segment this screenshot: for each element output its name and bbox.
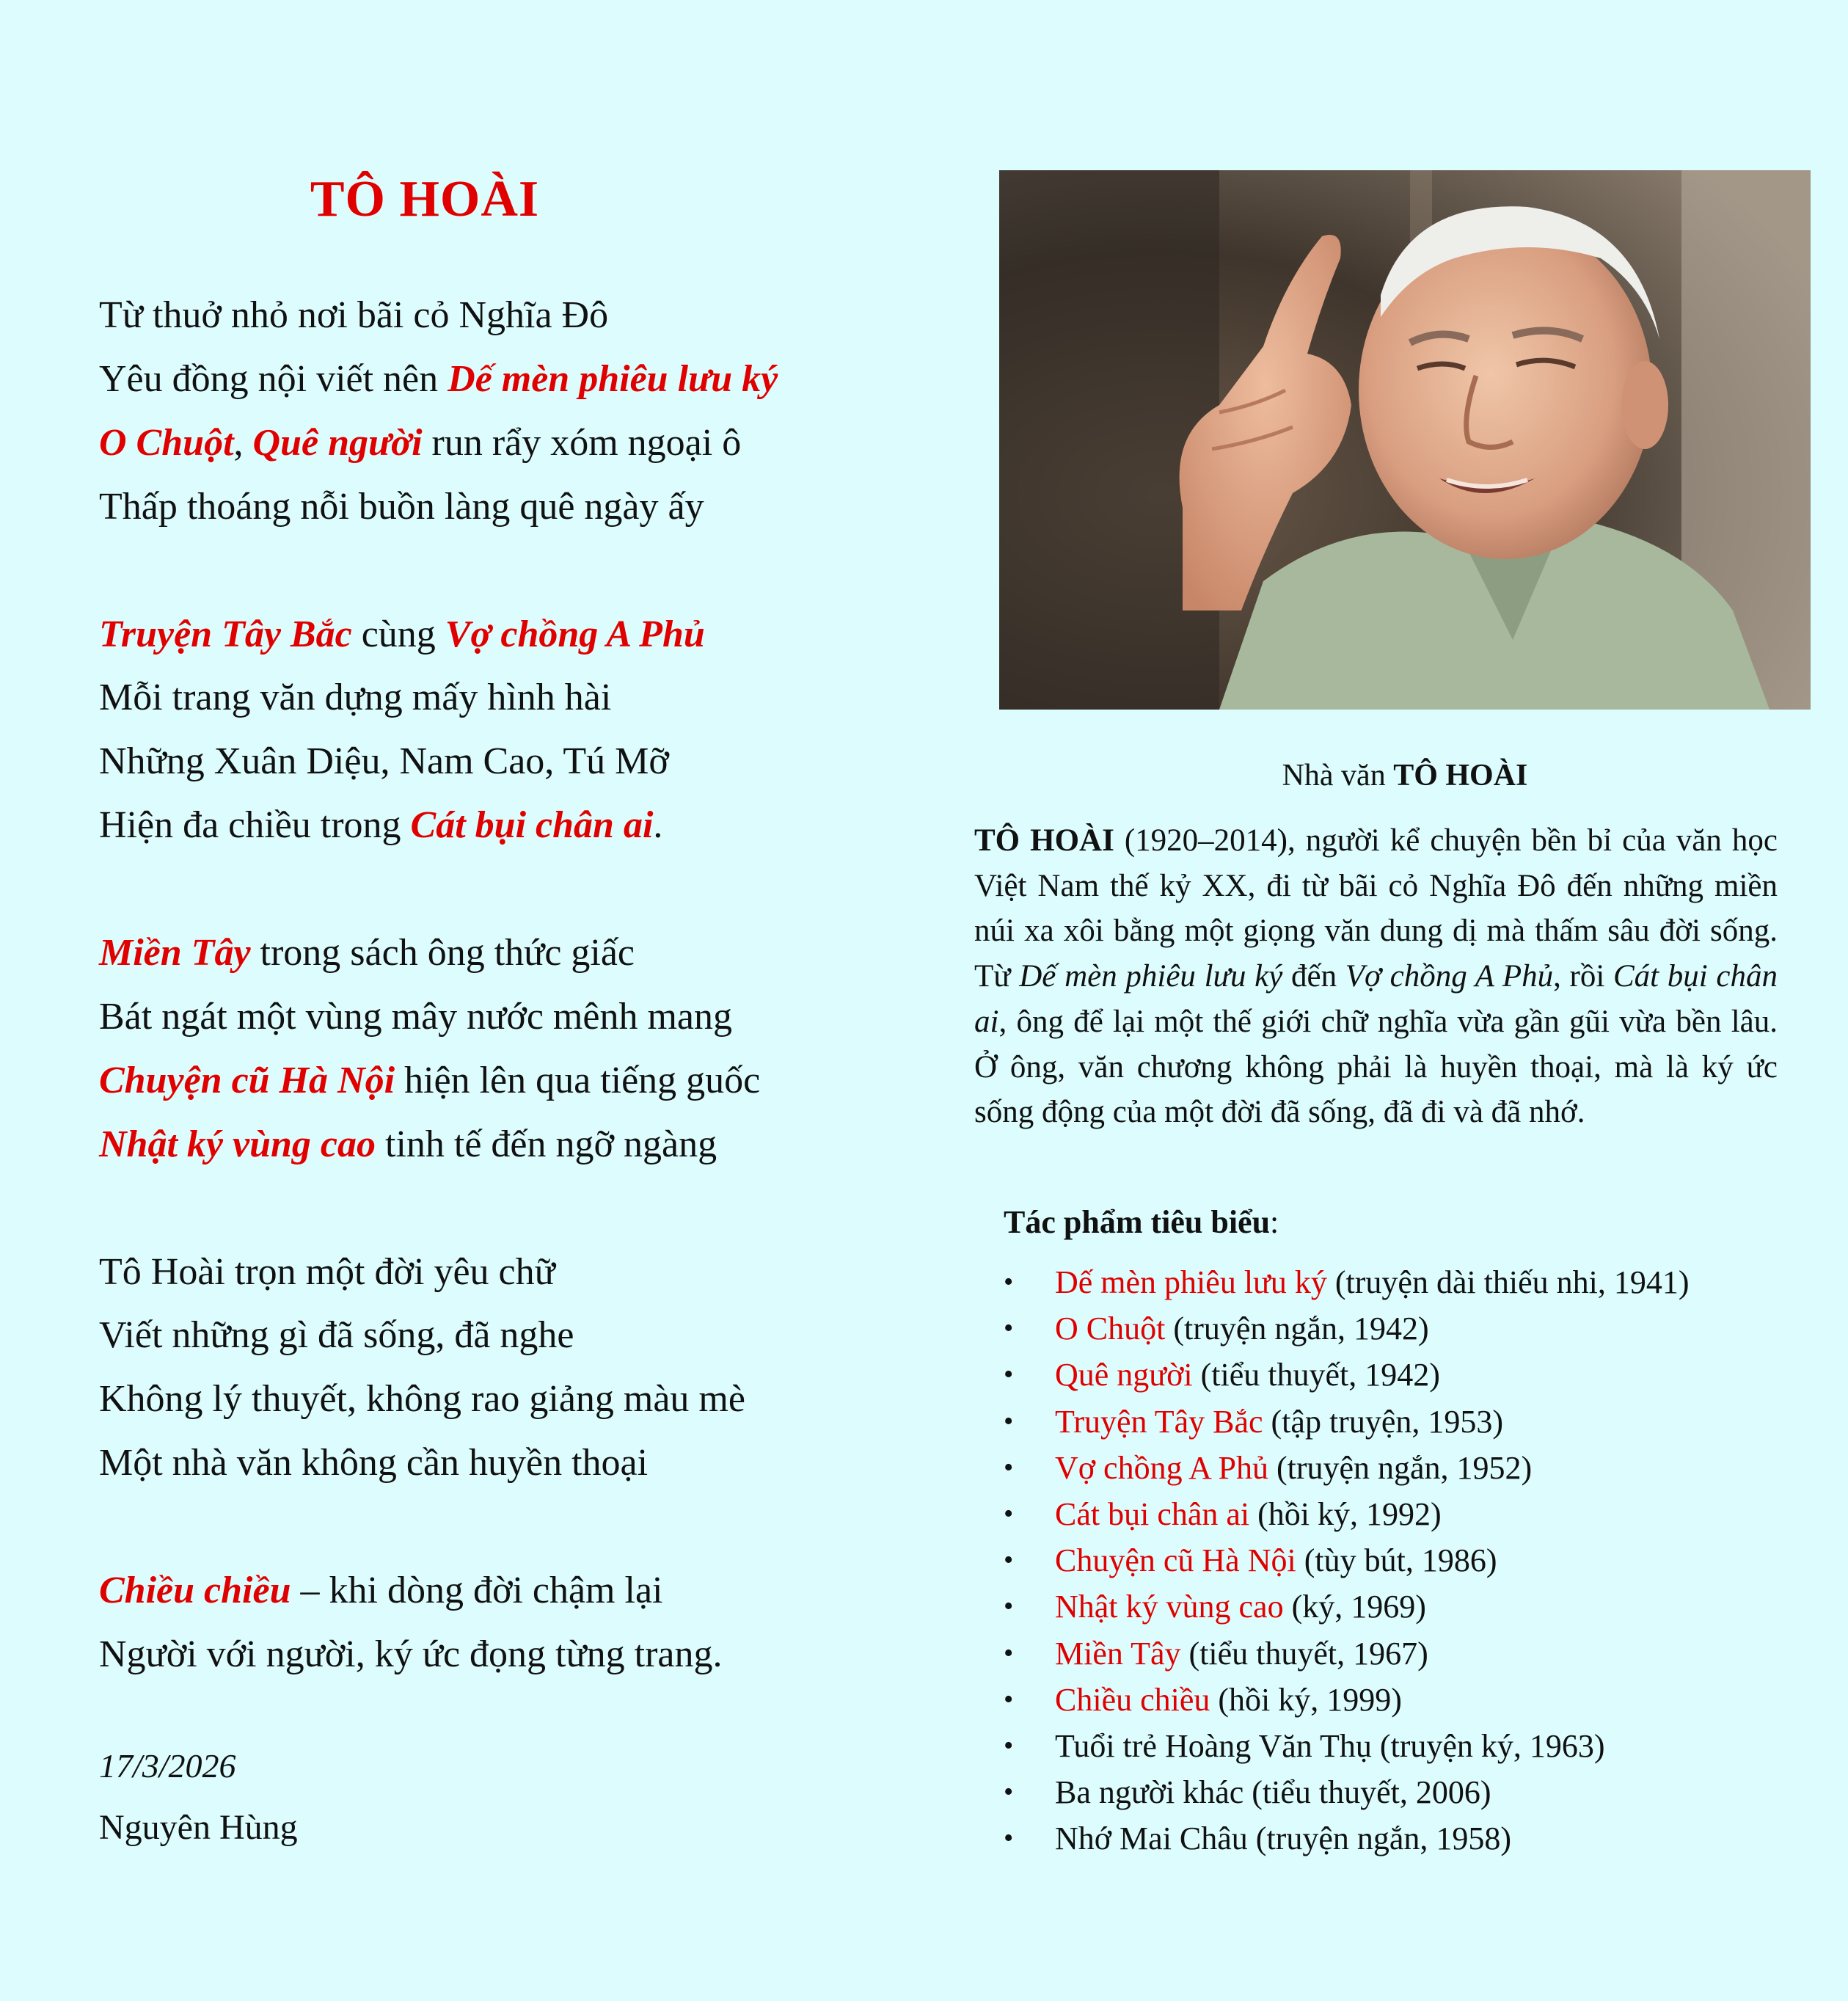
portrait-caption — [999, 758, 1811, 793]
poem-text: trong sách ông thức giấc — [250, 932, 635, 974]
poem-text: Mỗi trang văn dựng mấy hình hài — [99, 677, 612, 719]
bullet-icon: • — [1004, 1405, 1014, 1437]
bullet-icon: • — [1004, 1637, 1014, 1669]
works-heading — [1004, 1203, 1279, 1241]
work-title-highlight: Dế mèn phiêu lưu ký — [448, 357, 778, 400]
work-title-highlight: Miền Tây — [99, 932, 251, 974]
work-title-highlight: Vợ chồng A Phủ — [445, 613, 705, 655]
poem-line — [99, 1569, 662, 1613]
poem-line — [99, 1250, 555, 1294]
bio-text: (1920–2014), người kể chuyện bền bỉ của văn học Việt Nam thế kỷ XX, đi từ bãi cỏ Nghĩa Đô đến những miền núi xa xôi bằng một giọng văn dung dị mà thấm sâu đời sống. Từ — [974, 823, 1778, 994]
poem-text: Yêu đồng nội viết nên — [99, 357, 448, 400]
works-list-item — [1004, 1537, 1690, 1583]
works-list-item — [1004, 1305, 1690, 1352]
work-detail: (truyện dài thiếu nhi, 1941) — [1326, 1264, 1690, 1300]
poem-line — [99, 485, 704, 529]
work-title: Miền Tây — [1055, 1635, 1181, 1672]
work-title: Chuyện cũ Hà Nội — [1055, 1542, 1296, 1579]
caption-name: TÔ HOÀI — [1393, 759, 1528, 792]
poem-text: Bát ngát một vùng mây nước mênh mang — [99, 995, 732, 1038]
work-title-highlight: Chuyện cũ Hà Nội — [99, 1059, 395, 1101]
work-title: Nhật ký vùng cao — [1055, 1589, 1284, 1625]
poem-line — [99, 294, 608, 338]
poem-text: Một nhà văn không cần huyền thoại — [99, 1442, 649, 1484]
poem-line — [99, 1123, 717, 1167]
work-detail: (truyện ngắn, 1952) — [1268, 1449, 1533, 1486]
work-detail: (ký, 1969) — [1283, 1589, 1426, 1625]
poem-line — [99, 1059, 760, 1103]
bio-text: , ông để lại một thế giới chữ nghĩa vừa gần gũi vừa bền lâu. Ở ông, văn chương không phải là huyền thoại, mà là ký ức sống động của một đời đã sống, đã đi và đã nhớ. — [974, 1004, 1778, 1130]
poem-text: Từ thuở nhỏ nơi bãi cỏ Nghĩa Đô — [99, 294, 609, 336]
works-heading-colon: : — [1270, 1204, 1279, 1240]
work-title: Ba người khác — [1055, 1774, 1244, 1811]
poem-line — [99, 995, 732, 1039]
works-list-item — [1004, 1769, 1690, 1815]
bio-work-title: Cát bụi chân ai — [974, 959, 1778, 1039]
bio-work-title: Vợ chồng A Phủ — [1345, 959, 1554, 994]
work-detail: (tùy bút, 1986) — [1296, 1542, 1497, 1579]
poem-date: 17/3/2026 — [99, 1747, 236, 1785]
poem-line — [99, 740, 669, 784]
work-title: Vợ chồng A Phủ — [1055, 1449, 1268, 1486]
work-title: Chiều chiều — [1055, 1681, 1210, 1718]
poem-line — [99, 676, 611, 720]
bullet-icon: • — [1004, 1313, 1014, 1344]
poem-text: Thấp thoáng nỗi buồn làng quê ngày ấy — [99, 485, 704, 528]
work-detail: (truyện ngắn, 1958) — [1247, 1820, 1512, 1857]
work-title: Tuổi trẻ Hoàng Văn Thụ — [1055, 1727, 1372, 1764]
bio-work-title: Dế mèn phiêu lưu ký — [1019, 959, 1283, 994]
poem-text: Người với người, ký ức đọng từng trang. — [99, 1633, 723, 1675]
works-list-item — [1004, 1677, 1690, 1723]
bullet-icon: • — [1004, 1498, 1014, 1529]
poem-text: Những Xuân Diệu, Nam Cao, Tú Mỡ — [99, 740, 669, 783]
work-title-highlight: O Chuột — [99, 421, 234, 464]
poem-line — [99, 1377, 745, 1421]
poem-text: Tô Hoài trọn một đời yêu chữ — [99, 1250, 555, 1293]
works-list — [1004, 1259, 1690, 1862]
work-detail: (hồi ký, 1999) — [1210, 1681, 1402, 1718]
work-title: Cát bụi chân ai — [1055, 1495, 1250, 1532]
work-title-highlight: Truyện Tây Bắc — [99, 613, 352, 655]
bio-text: đến — [1282, 959, 1345, 994]
works-list-item — [1004, 1399, 1690, 1445]
poem-line — [99, 421, 741, 465]
work-title-highlight: Quê người — [252, 421, 423, 464]
poem-line — [99, 357, 778, 401]
bullet-icon: • — [1004, 1545, 1014, 1576]
poem-line — [99, 931, 635, 975]
work-detail: (truyện ngắn, 1942) — [1165, 1311, 1429, 1347]
bullet-icon: • — [1004, 1591, 1014, 1622]
poem-line — [99, 803, 662, 848]
poem-text: Không lý thuyết, không rao giảng màu mè — [99, 1378, 745, 1421]
bio-text: , rồi — [1553, 959, 1613, 994]
bio-author-name: TÔ HOÀI — [974, 823, 1114, 858]
poem-text: hiện lên qua tiếng guốc — [395, 1059, 761, 1101]
poem-text: cùng — [351, 613, 445, 655]
poem-line — [99, 613, 705, 657]
poem-line — [99, 1313, 574, 1357]
bullet-icon: • — [1004, 1359, 1014, 1391]
bullet-icon: • — [1004, 1823, 1014, 1854]
works-list-item — [1004, 1723, 1690, 1769]
poem-line — [99, 1633, 723, 1677]
work-title: Truyện Tây Bắc — [1055, 1403, 1263, 1440]
works-heading-text: Tác phẩm tiêu biểu — [1004, 1204, 1271, 1240]
author-portrait — [999, 170, 1811, 710]
work-title: Nhớ Mai Châu — [1055, 1820, 1248, 1857]
works-list-item — [1004, 1491, 1690, 1537]
author-biography — [974, 818, 1778, 1135]
work-title-highlight: Cát bụi chân ai — [410, 804, 654, 847]
caption-prefix: Nhà văn — [1282, 759, 1394, 792]
work-detail: (hồi ký, 1992) — [1249, 1495, 1442, 1532]
works-list-item — [1004, 1445, 1690, 1491]
poem-line — [99, 1441, 648, 1485]
work-detail: (tiểu thuyết, 2006) — [1243, 1774, 1491, 1811]
bullet-icon: • — [1004, 1730, 1014, 1761]
bullet-icon: • — [1004, 1776, 1014, 1808]
bullet-icon: • — [1004, 1451, 1014, 1483]
works-list-item — [1004, 1259, 1690, 1305]
poem-text: Hiện đa chiều trong — [99, 804, 411, 847]
poem-text: run rẩy xóm ngoại ô — [422, 421, 742, 464]
poem-text: – khi dòng đời chậm lại — [291, 1570, 663, 1611]
work-detail: (tập truyện, 1953) — [1263, 1403, 1503, 1440]
poem-text: , — [233, 421, 253, 464]
works-list-item — [1004, 1815, 1690, 1862]
poem-title: TÔ HOÀI — [310, 171, 540, 227]
bullet-icon: • — [1004, 1683, 1014, 1715]
work-title: Quê người — [1055, 1357, 1193, 1393]
bullet-icon: • — [1004, 1266, 1014, 1297]
portrait-image — [999, 170, 1811, 710]
poem-author: Nguyên Hùng — [99, 1808, 298, 1847]
works-list-item — [1004, 1583, 1690, 1630]
work-title-highlight: Chiều chiều — [99, 1570, 291, 1611]
work-title: Dế mèn phiêu lưu ký — [1055, 1264, 1327, 1300]
work-title: O Chuột — [1055, 1311, 1166, 1347]
work-title-highlight: Nhật ký vùng cao — [99, 1123, 376, 1165]
work-detail: (truyện ký, 1963) — [1371, 1727, 1605, 1764]
poem-text: Viết những gì đã sống, đã nghe — [99, 1314, 574, 1357]
works-list-item — [1004, 1630, 1690, 1677]
work-detail: (tiểu thuyết, 1942) — [1192, 1357, 1440, 1393]
works-list-item — [1004, 1352, 1690, 1398]
poem-text: . — [653, 804, 663, 847]
work-detail: (tiểu thuyết, 1967) — [1180, 1635, 1428, 1672]
poem-text: tinh tế đến ngỡ ngàng — [376, 1123, 717, 1165]
